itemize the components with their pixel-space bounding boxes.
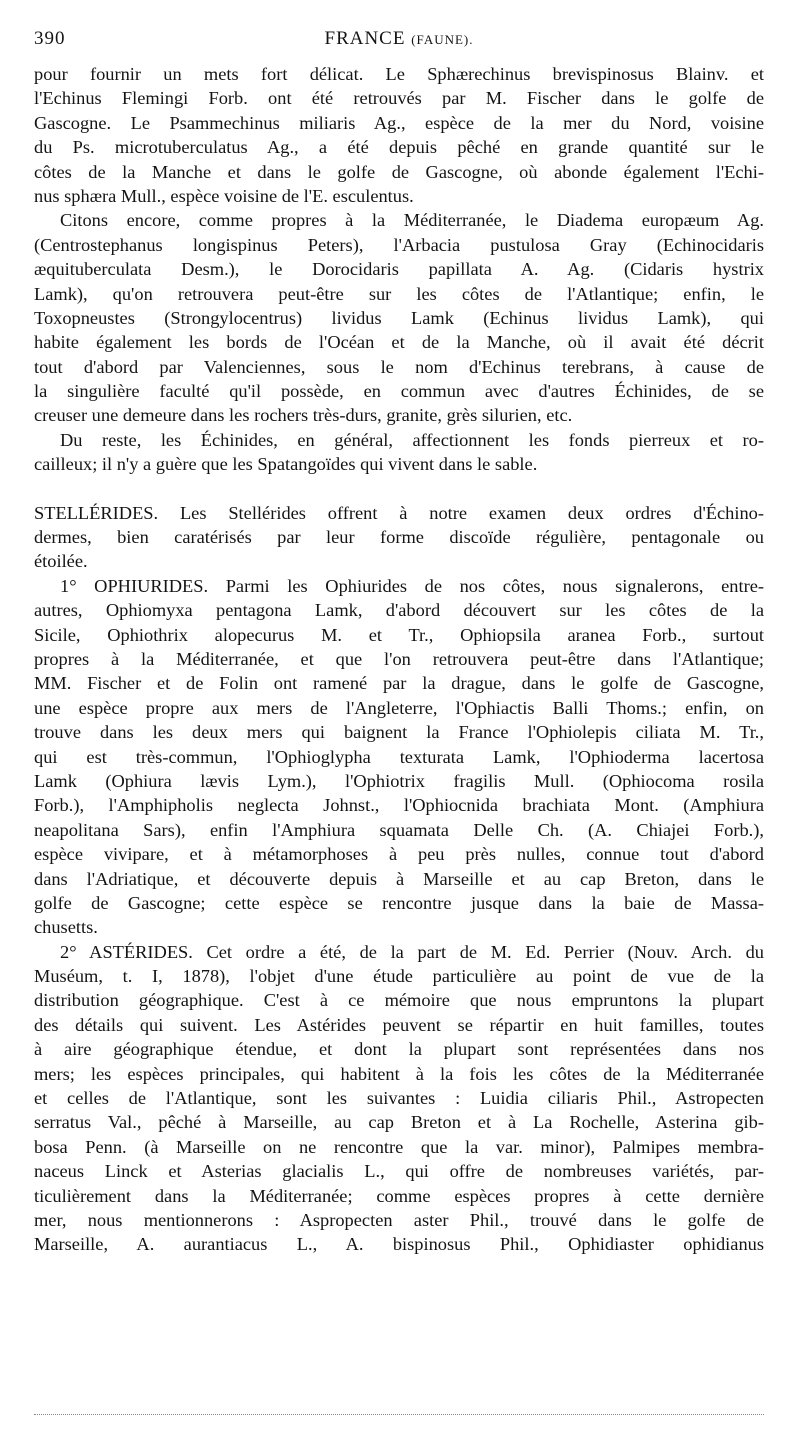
text-line: propres à la Méditerranée, et que l'on retrouvera peut-être dans l'Atlantique; (34, 648, 764, 669)
text-line: distribution géographique. C'est à ce mémoire que nous empruntons la plupart (34, 990, 764, 1011)
text-line: qui est très-commun, l'Ophioglypha texturata Lamk, l'Ophioderma lacertosa (34, 746, 764, 767)
text-line: du Ps. microtuberculatus Ag., a été depuis pêché en grande quantité sur le (34, 137, 764, 158)
text-line: Lamk), qu'on retrouvera peut-être sur les côtes de l'Atlantique; enfin, le (34, 283, 764, 304)
text-line: serratus Val., pêché à Marseille, au cap Breton et à La Rochelle, Asterina gib- (34, 1112, 764, 1133)
text-line: et celles de l'Atlantique, sont les suivantes : Luidia ciliaris Phil., Astropecten (34, 1088, 764, 1109)
text-line: 2° ASTÉRIDES. Cet ordre a été, de la part de M. Ed. Perrier (Nouv. Arch. du (60, 941, 764, 962)
text-line: bosa Penn. (à Marseille on ne rencontre que la var. minor), Palmipes membra- (34, 1136, 764, 1157)
body-text (34, 62, 764, 1257)
text-line: naceus Linck et Asterias glacialis L., qui offre de nombreuses variétés, par- (34, 1161, 764, 1182)
text-line: 1° OPHIURIDES. Parmi les Ophiurides de nos côtes, nous signalerons, entre- (60, 575, 764, 596)
text-line: dans l'Adriatique, et découverte depuis à Marseille et au cap Breton, dans le (34, 868, 764, 889)
text-line: Lamk (Ophiura lævis Lym.), l'Ophiotrix fragilis Mull. (Ophiocoma rosila (34, 770, 764, 791)
text-line: autres, Ophiomyxa pentagona Lamk, d'abord découvert sur les côtes de la (34, 600, 764, 621)
text-line: espèce vivipare, et à métamorphoses à peu près nulles, connue tout d'abord (34, 844, 764, 865)
running-title-sub: (FAUNE). (411, 32, 474, 47)
text-line: STELLÉRIDES. Les Stellérides offrent à notre examen deux ordres d'Échino- (34, 502, 764, 523)
text-line: chusetts. (34, 917, 98, 938)
text-line: nus sphæra Mull., espèce voisine de l'E. esculentus. (34, 185, 414, 206)
text-line: creuser une demeure dans les rochers très-durs, granite, grès silurien, etc. (34, 405, 573, 426)
text-line: Marseille, A. aurantiacus L., A. bispinosus Phil., Ophidiaster ophidianus (34, 1234, 764, 1255)
text-line: cailleux; il n'y a guère que les Spatangoïdes qui vivent dans le sable. (34, 454, 538, 475)
text-line: Sicile, Ophiothrix alopecurus M. et Tr., Ophiopsila aranea Forb., surtout (34, 624, 764, 645)
text-line: l'Echinus Flemingi Forb. ont été retrouvés par M. Fischer dans le golfe de (34, 88, 764, 109)
text-line: des détails qui suivent. Les Astérides peuvent se répartir en huit familles, toutes (34, 1014, 764, 1035)
text-line: dermes, bien caratérisés par leur forme discoïde régulière, pentagonale ou (34, 527, 764, 548)
text-line: Toxopneustes (Strongylocentrus) lividus Lamk (Echinus lividus Lamk), qui (34, 307, 764, 328)
text-line: trouve dans les deux mers qui baignent la France l'Ophiolepis ciliata M. Tr., (34, 722, 764, 743)
text-line: MM. Fischer et de Folin ont ramené par la drague, dans le golfe de Gascogne, (34, 673, 764, 694)
text-line: Forb.), l'Amphipholis neglecta Johnst., l'Ophiocnida brachiata Mont. (Amphiura (34, 795, 764, 816)
text-line: étoilée. (34, 551, 88, 572)
text-line: æquituberculata Desm.), le Dorocidaris papillata A. Ag. (Cidaris hystrix (34, 259, 764, 280)
text-line: Citons encore, comme propres à la Méditerranée, le Diadema europæum Ag. (60, 210, 764, 231)
running-title-main: FRANCE (324, 28, 406, 49)
text-line: Du reste, les Échinides, en général, affectionnent les fonds pierreux et ro- (60, 429, 764, 450)
text-line: mers; les espèces principales, qui habitent à la fois les côtes de la Méditerranée (34, 1063, 764, 1084)
text-line: (Centrostephanus longispinus Peters), l'Arbacia pustulosa Gray (Echinocidaris (34, 234, 764, 255)
text-line: neapolitana Sars), enfin l'Amphiura squamata Delle Ch. (A. Chiajei Forb.), (34, 819, 764, 840)
text-line: mer, nous mentionnerons : Aspropecten aster Phil., trouvé dans le golfe de (34, 1209, 764, 1230)
text-line: à aire géographique étendue, et dont la plupart sont représentées dans nos (34, 1039, 764, 1060)
text-line: une espèce propre aux mers de l'Angleterre, l'Ophiactis Balli Thoms.; enfin, on (34, 697, 764, 718)
text-line: tout d'abord par Valenciennes, sous le nom d'Echinus terebrans, à cause de (34, 356, 764, 377)
page-number: 390 (34, 28, 66, 49)
text-line: Gascogne. Le Psammechinus miliaris Ag., espèce de la mer du Nord, voisine (34, 112, 764, 133)
text-line: pour fournir un mets fort délicat. Le Sphærechinus brevispinosus Blainv. et (34, 64, 764, 84)
text-line: golfe de Gascogne; cette espèce se rencontre jusque dans la baie de Massa- (34, 892, 764, 913)
page-header (34, 28, 764, 54)
text-line: la singulière faculté qu'il possède, en commun avec d'autres Échinides, de se (34, 381, 764, 402)
text-line: habite également les bords de l'Océan et de la Manche, où il avait été décrit (34, 332, 764, 353)
bottom-rule (34, 1414, 764, 1419)
text-line: Muséum, t. I, 1878), l'objet d'une étude particulière au point de vue de la (34, 966, 764, 987)
text-line: ticulièrement dans la Méditerranée; comme espèces propres à cette dernière (34, 1185, 764, 1206)
paragraph-gap (34, 477, 764, 501)
running-title (34, 28, 764, 50)
text-line: côtes de la Manche et dans le golfe de Gascogne, où abonde également l'Echi- (34, 161, 764, 182)
